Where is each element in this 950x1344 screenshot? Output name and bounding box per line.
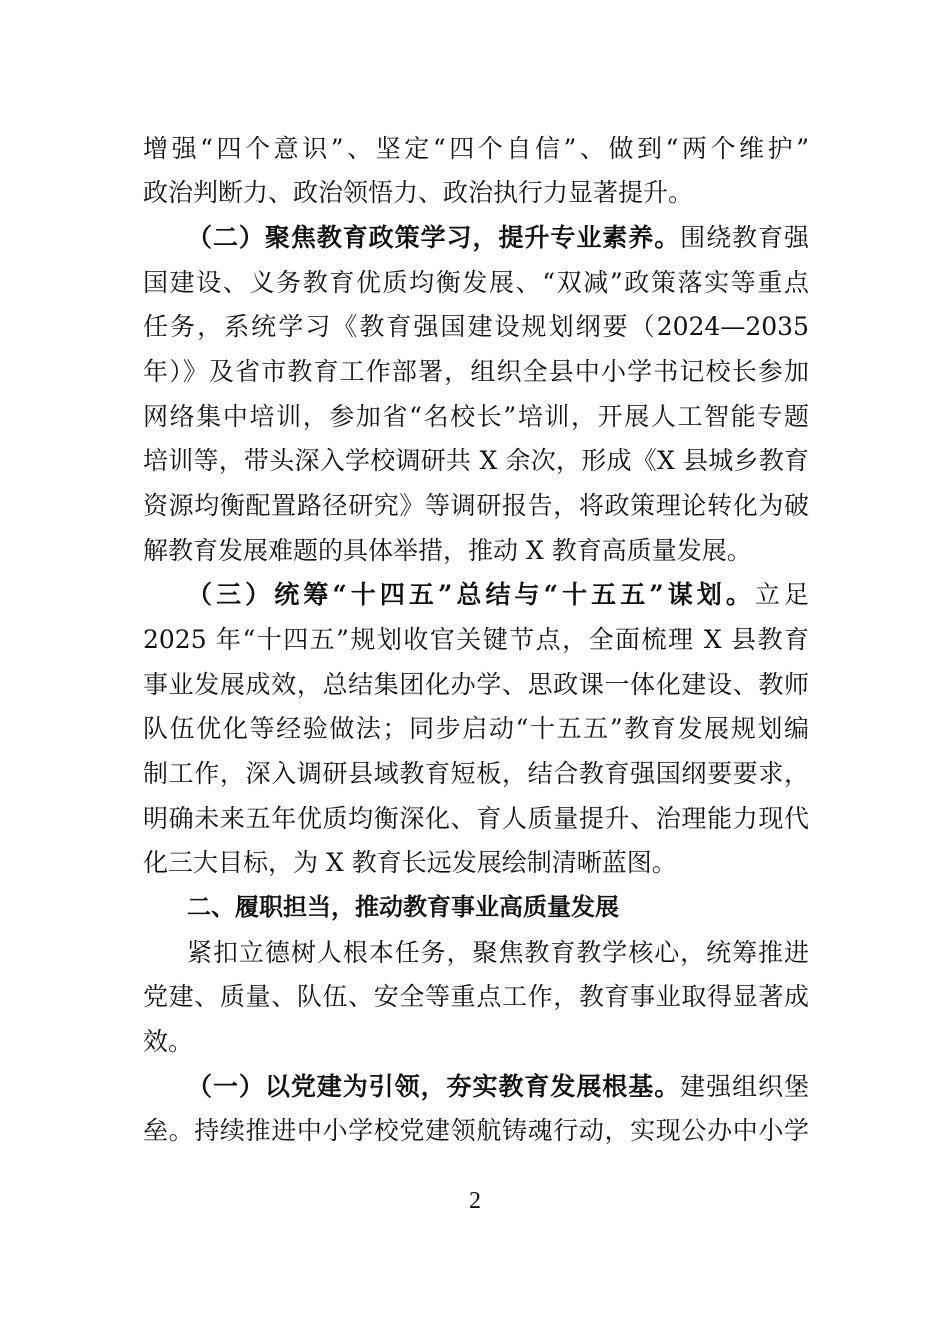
text-line: 垒。持续推进中小学校党建领航铸魂行动，实现公办中小学 — [143, 1116, 809, 1145]
text-line: 解教育发展难题的具体举措，推动 X 教育高质量发展。 — [143, 536, 752, 565]
text-line: 化三大目标，为 X 教育长远发展绘制清晰蓝图。 — [143, 848, 677, 877]
text-line: 党建、质量、队伍、安全等重点工作，教育事业取得显著成 — [143, 982, 809, 1011]
text-line: 任务，系统学习《教育强国建设规划纲要（2024—2035 — [143, 312, 809, 341]
text-line: 资源均衡配置路径研究》等调研报告，将政策理论转化为破 — [143, 491, 809, 520]
text-line: 增强“四个意识”、坚定“四个自信”、做到“两个维护” — [143, 134, 809, 163]
subsection-first-line — [187, 1064, 809, 1109]
section-heading: 二、履职担当，推动教育事业高质量发展 — [187, 893, 619, 921]
text-line: 网络集中培训，参加省“名校长”培训，开展人工智能专题 — [143, 402, 809, 431]
subsection-first-line — [187, 572, 809, 617]
text-line: 培训等，带头深入学校调研共 X 余次，形成《X 县城乡教育 — [143, 446, 809, 475]
text-line: 事业发展成效，总结集团化办学、思政课一体化建设、教师 — [143, 670, 809, 699]
page-number: 2 — [469, 1188, 481, 1214]
subsection-first-line — [187, 215, 809, 260]
subsection-lead: （二）聚焦教育政策学习，提升专业素养。 — [187, 223, 681, 252]
subsection-text: 立足 — [754, 580, 809, 609]
text-line: 国建设、义务教育优质均衡发展、“双减”政策落实等重点 — [143, 268, 809, 297]
subsection-lead: （一）以党建为引领，夯实教育发展根基。 — [187, 1072, 681, 1101]
text-line: 2025 年“十四五”规划收官关键节点，全面梳理 X 县教育 — [143, 625, 809, 654]
text-line: 政治判断力、政治领悟力、政治执行力显著提升。 — [143, 178, 694, 207]
subsection-text: 围绕教育强 — [680, 223, 809, 252]
text-line: 紧扣立德树人根本任务，聚焦教育教学核心，统筹推进 — [187, 938, 809, 967]
subsection-lead: （三）统筹“十四五”总结与“十五五”谋划。 — [187, 580, 755, 609]
text-line: 制工作，深入调研县域教育短板，结合教育强国纲要要求， — [143, 759, 809, 788]
text-line: 明确未来五年优质均衡深化、育人质量提升、治理能力现代 — [143, 804, 809, 833]
text-line: 队伍优化等经验做法；同步启动“十五五”教育发展规划编 — [143, 714, 809, 743]
text-line: 年）》及省市教育工作部署，组织全县中小学书记校长参加 — [143, 357, 809, 386]
subsection-text: 建强组织堡 — [680, 1072, 809, 1101]
text-line: 效。 — [143, 1027, 194, 1056]
